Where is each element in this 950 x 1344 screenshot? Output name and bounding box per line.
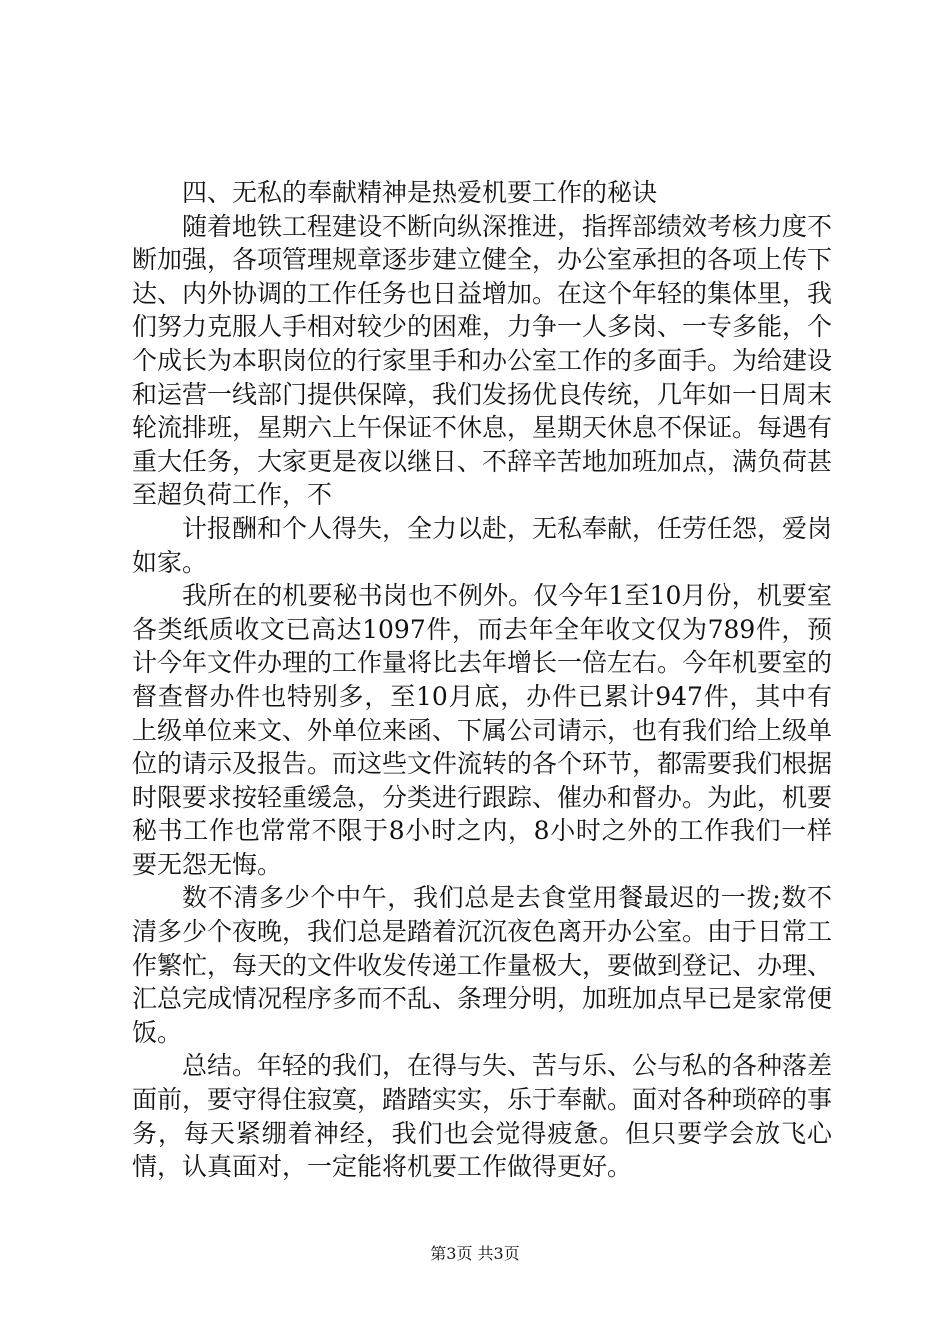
body-paragraph: 总结。年轻的我们，在得与失、苦与乐、公与私的各种落差面前，要守得住寂寞，踏踏实实，乐于奉献。面对各种琐碎的事务，每天紧绷着神经，我们也会觉得疲惫。但只要学会放飞心情，认真面对，一定能将机要工作做得更好。 — [132, 1051, 833, 1182]
body-paragraph: 数不清多少个中午，我们总是去食堂用餐最迟的一拨;数不清多少个夜晚，我们总是踏着沉沉夜色离开办公室。由于日常工作繁忙，每天的文件收发传递工作量极大，要做到登记、办理、汇总完成情况程序多而不乱、条理分明，加班加点早已是家常便饭。 — [132, 883, 833, 1047]
section-heading: 四、无私的奉献精神是热爱机要工作的秘诀 — [182, 178, 658, 207]
body-paragraph: 随着地铁工程建设不断向纵深推进，指挥部绩效考核力度不断加强，各项管理规章逐步建立健全，办公室承担的各项上传下达、内外协调的工作任务也日益增加。在这个年轻的集体里，我们努力克服人手相对较少的困难，力争一人多岗、一专多能，个个成长为本职岗位的行家里手和办公室工作的多面手。为给建设和运营一线部门提供保障，我们发扬优良传统，几年如一日周末轮流排班，星期六上午保证不休息，星期天休息不保证。每遇有重大任务，大家更是夜以继日、不辞辛苦地加班加点，满负荷甚至超负荷工作，不 — [132, 211, 833, 510]
page-number: 第3页 共3页 — [430, 1244, 520, 1263]
page-footer — [0, 1244, 950, 1264]
body-paragraph: 我所在的机要秘书岗也不例外。仅今年1至10月份，机要室各类纸质收文已高达1097件，而去年全年收文仅为789件，预计今年文件办理的工作量将比去年增长一倍左右。今年机要室的督查督办件也特别多，至10月底，办件已累计947件，其中有上级单位来文、外单位来函、下属公司请示，也有我们给上级单位的请示及报告。而这些文件流转的各个环节，都需要我们根据时限要求按轻重缓急，分类进行跟踪、催办和督办。为此，机要秘书工作也常常不限于8小时之内，8小时之外的工作我们一样要无怨无悔。 — [132, 581, 833, 879]
body-paragraph: 计报酬和个人得失，全力以赴，无私奉献，任劳任怨，爱岗如家。 — [132, 513, 833, 577]
document-body — [132, 176, 832, 1184]
